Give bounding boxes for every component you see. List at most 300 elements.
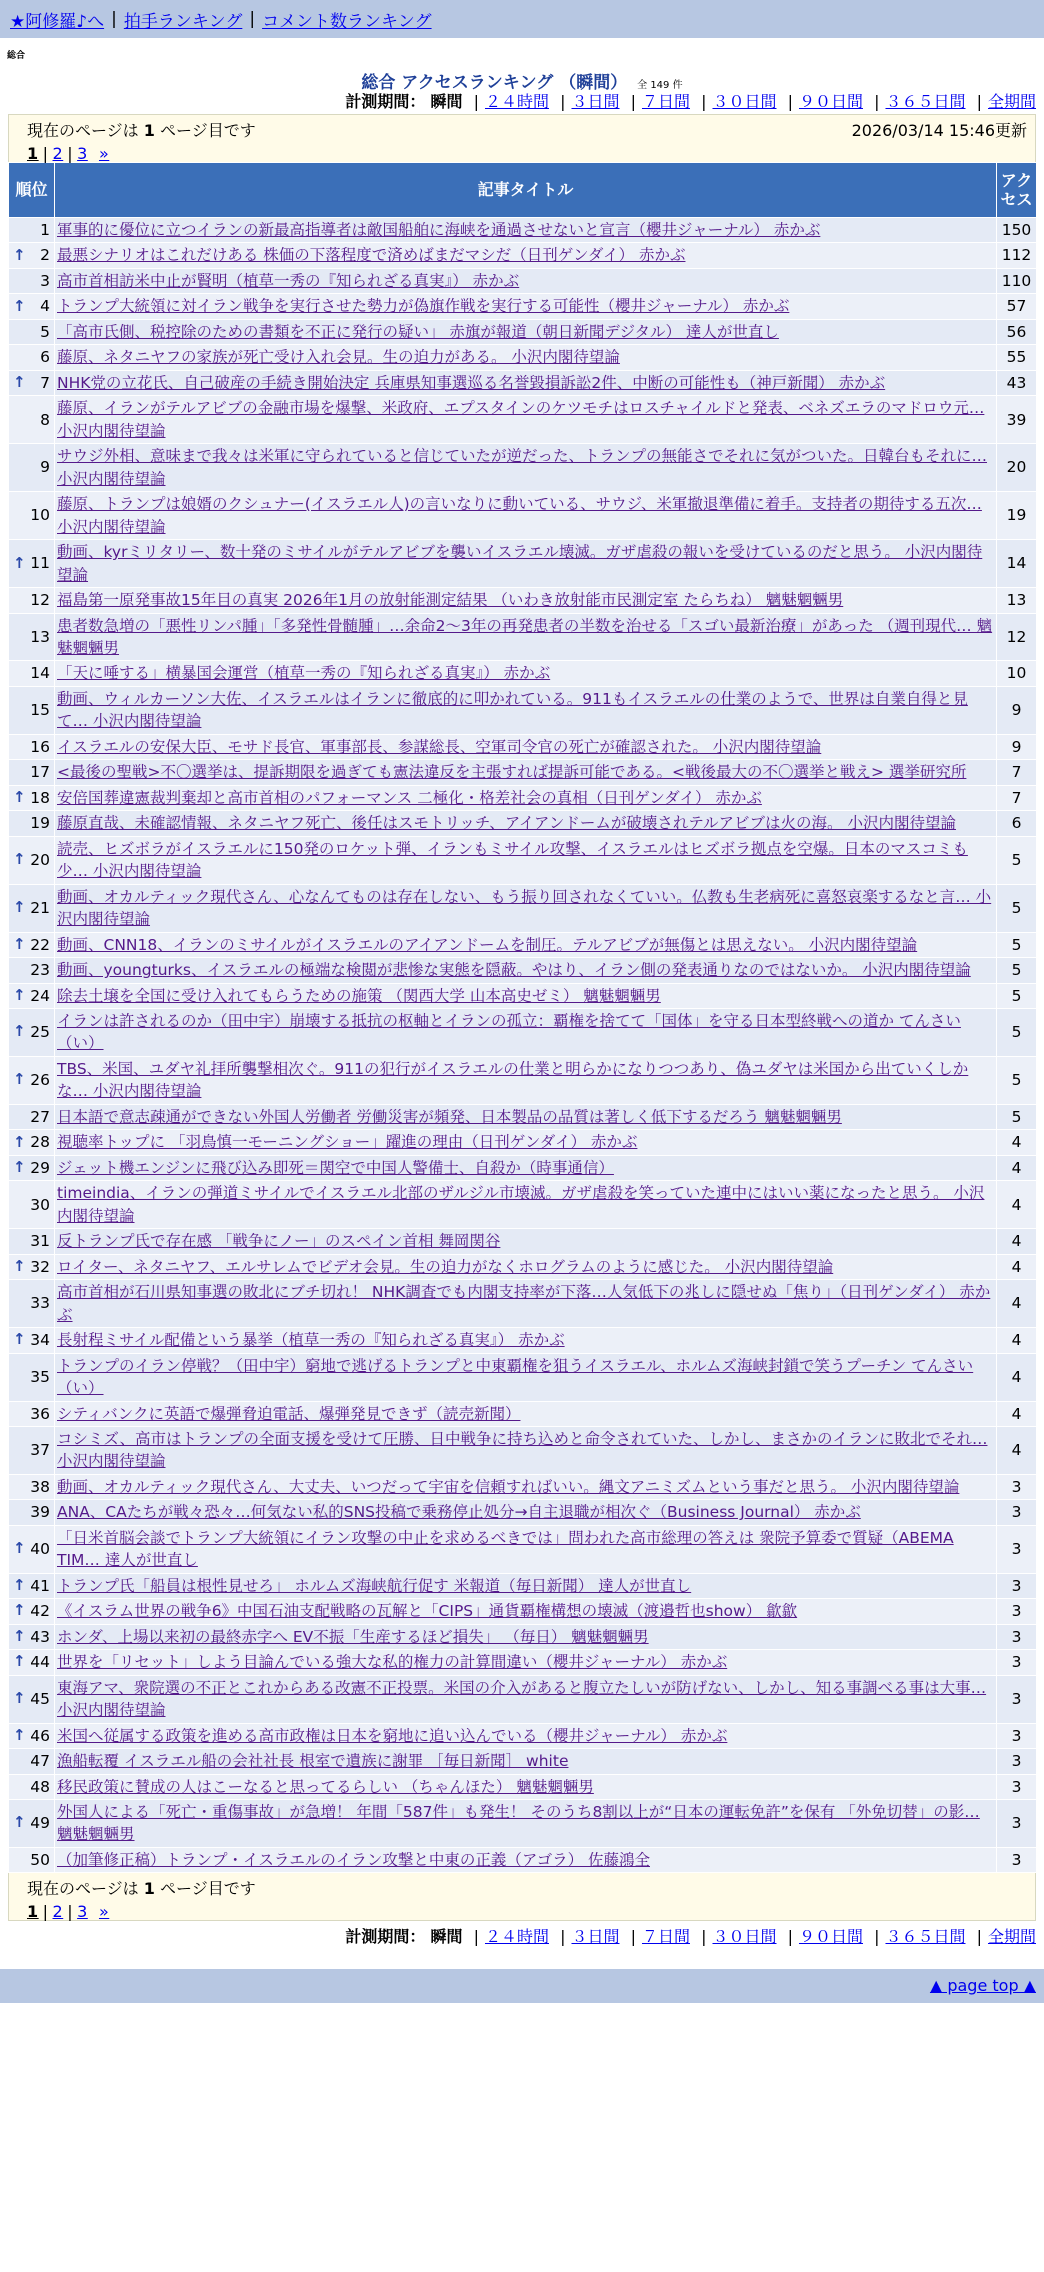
rank-number: 43 (30, 1627, 50, 1646)
rank-number: 13 (30, 627, 50, 646)
up-arrow-icon: ↑ (13, 1725, 26, 1744)
page-link-3[interactable]: 3 (77, 1902, 88, 1922)
article-title-link[interactable]: 「高市氏側、税控除のための書類を不正に発行の疑い」 赤旗が報道（朝日新聞デジタル） 達人が世直し (57, 322, 779, 341)
access-count: 4 (997, 1401, 1037, 1426)
title-cell (55, 983, 997, 1008)
period-link-365d[interactable]: ３６５日間 (885, 92, 966, 111)
up-arrow-icon: ↑ (13, 934, 26, 953)
article-title-link[interactable]: timeindia、イランの弾道ミサイルでイスラエル北部のザルジル市壊滅。ガザ虐殺を笑っていた連中にはいい薬になったと思う。 小沢内閣待望論 (57, 1184, 985, 1225)
table-row (9, 1009, 1037, 1057)
rank-number: 3 (40, 271, 50, 290)
article-title-link[interactable]: 動画、オカルティック現代さん、大丈夫、いつだって宇宙を信頼すればいい。縄文アニミズムという事だと思う。 小沢内閣待望論 (57, 1477, 960, 1496)
table-row (9, 760, 1037, 785)
rank-cell (9, 345, 55, 370)
article-title-link[interactable]: 福島第一原発事故15年目の真実 2026年1月の放射能測定結果 （いわき放射能市民測定室 たらちね） 魑魅魍魎男 (57, 591, 844, 610)
rank-cell (9, 1104, 55, 1129)
title-cell (55, 1624, 997, 1649)
rank-number: 18 (30, 788, 50, 807)
access-count: 10 (997, 661, 1037, 686)
access-count: 150 (997, 218, 1037, 243)
rank-cell (9, 760, 55, 785)
period-link-365d[interactable]: ３６５日間 (885, 1927, 966, 1947)
table-row (9, 661, 1037, 686)
rank-number: 27 (30, 1107, 50, 1126)
rank-number: 25 (30, 1023, 50, 1042)
category-label: 総合 (7, 51, 26, 61)
rank-number: 31 (30, 1232, 50, 1251)
rank-cell (9, 1056, 55, 1104)
page-links-bottom: 1 | 2 | 3 » (27, 1902, 110, 1922)
title-cell (55, 370, 997, 395)
access-count: 56 (997, 319, 1037, 344)
title-cell (55, 396, 997, 444)
title-cell (55, 1229, 997, 1254)
up-arrow-icon: ↑ (13, 245, 26, 264)
table-row (9, 958, 1037, 983)
access-count: 4 (997, 1328, 1037, 1353)
article-title-link[interactable]: 米国へ従属する政策を進める高市政権は日本を窮地に追い込んでいる（櫻井ジャーナル） 赤かぶ (57, 1726, 728, 1745)
title-cell (55, 1254, 997, 1279)
rank-number: 35 (30, 1367, 50, 1386)
article-title-link[interactable]: 患者数急増の「悪性リンパ腫」「多発性骨髄腫」…余命2～3年の再発患者の半数を治せる「スゴい最新治療」があった （週刊現代… 魑魅魍魎男 (57, 616, 993, 657)
up-arrow-icon: ↑ (13, 898, 26, 917)
access-count: 9 (997, 686, 1037, 734)
rank-number: 36 (30, 1404, 50, 1423)
rank-cell (9, 1353, 55, 1401)
table-row (9, 1573, 1037, 1598)
title-cell (55, 444, 997, 492)
access-count: 4 (997, 1181, 1037, 1229)
title-cell (55, 319, 997, 344)
rank-cell (9, 1624, 55, 1649)
article-title-link[interactable]: 漁船転覆 イスラエル船の会社社長 根室で遺族に謝罪 ［毎日新聞］ white (57, 1752, 569, 1771)
period-link-24h[interactable]: ２４時間 (484, 92, 549, 111)
article-title-link[interactable]: ホンダ、上場以来初の最終赤字へ EV不振「生産するほど損失」 （毎日） 魑魅魍魎男 (57, 1627, 649, 1646)
table-row (9, 1847, 1037, 1872)
title-cell (55, 1009, 997, 1057)
title-cell (55, 1353, 997, 1401)
up-arrow-icon: ↑ (13, 850, 26, 869)
period-link-30d[interactable]: ３０日間 (712, 92, 777, 111)
rank-cell (9, 958, 55, 983)
period-link-7d[interactable]: ７日間 (641, 1927, 690, 1947)
rank-cell (9, 1500, 55, 1525)
article-title-link[interactable]: 《イスラム世界の戦争6》中国石油支配戦略の瓦解と「CIPS」通貨覇権構想の壊滅（渡邉哲也show） 歙歙 (57, 1602, 798, 1621)
rank-number: 39 (30, 1503, 50, 1522)
access-count: 5 (997, 836, 1037, 884)
article-title-link[interactable]: TBS、米国、ユダヤ礼拝所襲撃相次ぐ。911の犯行がイスラエルの仕業と明らかになりつつあり、偽ユダヤは米国から出ていくしかな… 小沢内閣待望論 (57, 1059, 969, 1101)
clap-ranking-link[interactable]: 拍手ランキング (123, 11, 243, 32)
title-cell (55, 1155, 997, 1180)
article-title-link[interactable]: ロイター、ネタニヤフ、エルサレムでビデオ会見。生の迫力がなくホログラムのように感じた。 小沢内閣待望論 (57, 1257, 834, 1276)
rank-cell (9, 811, 55, 836)
title-cell (55, 1426, 997, 1474)
access-count: 3 (997, 1474, 1037, 1499)
article-title-link[interactable]: 世界を「リセット」しよう目論んでいる強大な私的権力の計算間違い（櫻井ジャーナル） 赤かぶ (57, 1653, 728, 1672)
title-cell (55, 1800, 997, 1848)
article-title-link[interactable]: 「日米首脳会談でトランプ大統領にイラン攻撃の中止を求めるべきでは」問われた高市総理の答えは 衆院予算委で質疑（ABEMA TIM… 達人が世直し (57, 1528, 954, 1570)
rank-number: 9 (40, 458, 50, 477)
access-count: 20 (997, 444, 1037, 492)
table-header-row (9, 163, 1037, 218)
article-title-link[interactable]: 視聴率トップに 「羽鳥慎一モーニングショー」躍進の理由（日刊ゲンダイ） 赤かぶ (57, 1133, 638, 1152)
rank-cell (9, 319, 55, 344)
page-next-link[interactable]: » (98, 1902, 110, 1922)
access-count: 13 (997, 588, 1037, 613)
access-count: 12 (997, 613, 1037, 661)
up-arrow-icon: ↑ (13, 1576, 26, 1595)
article-title-link[interactable]: トランプ大統領に対イラン戦争を実行させた勢力が偽旗作戦を実行する可能性（櫻井ジャーナル） 赤かぶ (57, 297, 790, 316)
article-title-link[interactable]: シティバンクに英語で爆弾脅迫電話、爆弾発見できず（読売新聞） (57, 1404, 521, 1423)
up-arrow-icon: ↑ (13, 296, 26, 315)
rank-cell (9, 1749, 55, 1774)
access-count: 9 (997, 734, 1037, 759)
table-row (9, 1181, 1037, 1229)
title-cell (55, 1474, 997, 1499)
article-title-link[interactable]: 藤原、イランがテルアビブの金融市場を爆撃、米政府、エプスタインのケツモチはロスチャイルドと発表、ベネズエラのマドロウ元… 小沢内閣待望論 (57, 399, 985, 440)
access-count: 3 (997, 1500, 1037, 1525)
page-top-link[interactable]: ▲ page top ▲ (929, 1976, 1036, 1996)
title-cell (55, 1723, 997, 1748)
table-row (9, 811, 1037, 836)
rank-cell (9, 540, 55, 588)
rank-cell (9, 1650, 55, 1675)
table-row (9, 1328, 1037, 1353)
access-count: 14 (997, 540, 1037, 588)
up-arrow-icon: ↑ (13, 788, 26, 807)
rank-cell (9, 1401, 55, 1426)
table-row (9, 686, 1037, 734)
page-link-2[interactable]: 2 (52, 1902, 64, 1922)
total-count: 全 149 件 (637, 80, 683, 91)
rank-number: 38 (30, 1477, 50, 1496)
up-arrow-icon: ↑ (13, 1652, 26, 1671)
rank-cell (9, 884, 55, 932)
rank-cell (9, 1254, 55, 1279)
access-count: 4 (997, 1254, 1037, 1279)
period-link-all[interactable]: 全期間 (987, 92, 1036, 111)
rank-number: 45 (30, 1689, 50, 1708)
article-title-link[interactable]: コシミズ、高市はトランプの全面支援を受けて圧勝、日中戦争に持ち込めと命令されていた、しかし、まさかのイランに敗北でそれ… 小沢内閣待望論 (57, 1429, 988, 1471)
period-link-7d[interactable]: ７日間 (641, 92, 690, 111)
period-link-30d[interactable]: ３０日間 (712, 1927, 777, 1947)
table-row (9, 932, 1037, 957)
period-label: 計測期間： (345, 1927, 426, 1947)
page-current: 1 (27, 1902, 39, 1922)
period-link-all[interactable]: 全期間 (987, 1927, 1036, 1947)
period-link-90d[interactable]: ９０日間 (798, 1927, 863, 1947)
rank-number: 37 (30, 1441, 50, 1460)
article-title-link[interactable]: イランは許されるのか（田中宇）崩壊する抵抗の枢軸とイランの孤立：覇権を捨てて「国体」を守る日本型終戦への道か てんさい（い） (57, 1012, 961, 1053)
rank-number: 12 (30, 591, 50, 610)
table-row (9, 884, 1037, 932)
article-title-link[interactable]: 「天に唾する」横暴国会運営（植草一秀の『知られざる真実』） 赤かぶ (57, 664, 551, 683)
article-title-link[interactable]: 除去土壌を全国に受け入れてもらうための施策 （関西大学 山本高史ゼミ） 魑魅魍魎男 (57, 986, 661, 1005)
up-arrow-icon: ↑ (13, 1539, 26, 1558)
rank-number: 5 (40, 322, 50, 341)
title-cell (55, 1847, 997, 1872)
page-title (0, 68, 1044, 93)
rank-cell (9, 1280, 55, 1328)
pager-suffix: ページ目です (154, 121, 256, 140)
rank-number: 15 (30, 701, 50, 720)
access-count: 55 (997, 345, 1037, 370)
access-count: 43 (997, 370, 1037, 395)
table-row (9, 613, 1037, 661)
rank-cell (9, 1009, 55, 1057)
access-count: 3 (997, 1650, 1037, 1675)
rank-number: 16 (30, 737, 50, 756)
title-cell (55, 1525, 997, 1573)
table-row (9, 1401, 1037, 1426)
page-next-link[interactable]: » (98, 144, 110, 163)
rank-number: 21 (30, 898, 50, 917)
article-title-link[interactable]: 安倍国葬違憲裁判棄却と高市首相のパフォーマンス 二極化・格差社会の真相（日刊ゲンダイ） 赤かぶ (57, 788, 762, 807)
access-count: 7 (997, 785, 1037, 810)
ranking-rows (9, 218, 1037, 1873)
rank-cell (9, 1155, 55, 1180)
table-row (9, 588, 1037, 613)
up-arrow-icon: ↑ (13, 1158, 26, 1177)
rank-cell (9, 218, 55, 243)
rank-number: 28 (30, 1133, 50, 1152)
article-title-link[interactable]: ANA、CAたちが戦々恐々…何気ない私的SNS投稿で乗務停止処分→自主退職が相次ぐ（Business Journal） 赤かぶ (57, 1503, 861, 1522)
title-cell (55, 760, 997, 785)
pager-bottom (8, 1873, 1036, 1921)
access-count: 4 (997, 1155, 1037, 1180)
title-cell (55, 836, 997, 884)
title-cell (55, 588, 997, 613)
rank-cell (9, 1599, 55, 1624)
article-title-link[interactable]: 外国人による「死亡・重傷事故」が急増！ 年間「587件」も発生！ そのうち8割以上が“日本の運転免許”を保有 「外免切替」の影… 魑魅魍魎男 (57, 1803, 980, 1844)
period-current: 瞬間 (430, 1927, 463, 1947)
access-count: 5 (997, 958, 1037, 983)
rank-number: 8 (40, 410, 50, 429)
rank-cell (9, 1181, 55, 1229)
article-title-link[interactable]: （加筆修正稿）トランプ・イスラエルのイラン攻撃と中東の正義（アゴラ） 佐藤鴻全 (57, 1850, 650, 1869)
table-row (9, 1155, 1037, 1180)
title-cell (55, 218, 997, 243)
article-title-link[interactable]: サウジ外相、意味まで我々は米軍に守られていると信じていたが逆だった、トランプの無能さでそれに気がついた。日韓台もそれに… 小沢内閣待望論 (57, 447, 988, 488)
home-link[interactable]: ★阿修羅♪へ (10, 11, 105, 32)
title-cell (55, 1599, 997, 1624)
article-title-link[interactable]: 長射程ミサイル配備という暴挙（植草一秀の『知られざる真実』） 赤かぶ (57, 1331, 565, 1350)
rank-number: 46 (30, 1726, 50, 1745)
rank-number: 1 (40, 221, 50, 239)
article-title-link[interactable]: NHK党の立花氏、自己破産の手続き開始決定 兵庫県知事選巡る名誉毀損訴訟2件、中断の可能性も（神戸新聞） 赤かぶ (57, 373, 886, 392)
pager-current-number: 1 (143, 121, 155, 140)
article-title-link[interactable]: ジェット機エンジンに飛び込み即死＝関空で中国人警備士、自殺か（時事通信） (57, 1158, 614, 1177)
access-count: 112 (997, 243, 1037, 268)
article-title-link[interactable]: 移民政策に賛成の人はこーなると思ってるらしい （ちゃんほた） 魑魅魍魎男 (57, 1777, 594, 1796)
rank-number: 47 (30, 1752, 50, 1771)
period-current: 瞬間 (430, 92, 463, 111)
title-cell (55, 932, 997, 957)
article-title-link[interactable]: 軍事的に優位に立つイランの新最高指導者は敵国船舶に海峡を通過させないと宣言（櫻井ジャーナル） 赤かぶ (57, 221, 821, 239)
rank-number: 22 (30, 935, 50, 954)
rank-cell (9, 836, 55, 884)
rank-cell (9, 1229, 55, 1254)
title-cell (55, 1650, 997, 1675)
article-title-link[interactable]: トランプ氏「船員は根性見せろ」 ホルムズ海峡航行促す 米報道（毎日新聞） 達人が世直し (57, 1576, 692, 1595)
article-title-link[interactable]: 藤原、トランプは娘婿のクシュナー(イスラエル人)の言いなりに動いている、サウジ、米軍撤退準備に着手。支持者の期待する五次… 小沢内閣待望論 (57, 495, 982, 536)
rank-cell (9, 983, 55, 1008)
article-title-link[interactable]: <最後の聖戦>不〇選挙は、提訴期限を過ぎても憲法違反を主張すれば提訴可能である。<戦後最大の不〇選挙と戦え> 選挙研究所 (57, 763, 967, 782)
table-row (9, 1800, 1037, 1848)
article-title-link[interactable]: 藤原、ネタニヤフの家族が死亡受け入れ会見。生の迫力がある。 小沢内閣待望論 (57, 348, 620, 367)
rank-number: 29 (30, 1158, 50, 1177)
access-count: 39 (997, 396, 1037, 444)
rank-number: 23 (30, 961, 50, 980)
page-current: 1 (27, 144, 39, 163)
title-cell (55, 1401, 997, 1426)
table-row (9, 1624, 1037, 1649)
rank-cell (9, 444, 55, 492)
nav-separator: | (111, 9, 117, 29)
table-row (9, 734, 1037, 759)
period-link-3d[interactable]: ３日間 (571, 1927, 620, 1947)
article-title-link[interactable]: 動画、kyrミリタリー、数十発のミサイルがテルアビブを襲いイスラエル壊滅。ガザ虐殺の報いを受けているのだと思う。 小沢内閣待望論 (57, 543, 983, 584)
title-cell (55, 540, 997, 588)
access-count: 4 (997, 1229, 1037, 1254)
access-count: 3 (997, 1599, 1037, 1624)
table-row (9, 444, 1037, 492)
access-count: 57 (997, 294, 1037, 319)
rank-number: 17 (30, 763, 50, 782)
title-cell (55, 1104, 997, 1129)
rank-number: 33 (30, 1294, 50, 1313)
footer-bar (0, 1969, 1044, 2003)
access-count: 4 (997, 1130, 1037, 1155)
title-cell (55, 1328, 997, 1353)
up-arrow-icon: ↑ (13, 1689, 26, 1708)
article-title-link[interactable]: 動画、CNN18、イランのミサイルがイスラエルのアイアンドームを制圧。テルアビブが無傷とは思えない。 小沢内閣待望論 (57, 935, 918, 954)
title-cell (55, 1774, 997, 1799)
table-row (9, 1056, 1037, 1104)
rank-number: 42 (30, 1602, 50, 1621)
rank-number: 26 (30, 1071, 50, 1090)
period-link-90d[interactable]: ９０日間 (798, 92, 863, 111)
comment-ranking-link[interactable]: コメント数ランキング (262, 11, 432, 32)
access-column-header: アクセス (997, 163, 1037, 218)
article-title-link[interactable]: 動画、youngturks、イスラエルの極端な検閲が悲惨な実態を隠蔽。やはり、イラン側の発表通りなのではないか。 小沢内閣待望論 (57, 961, 971, 980)
current-page-info-bottom (27, 1876, 1025, 1899)
access-count: 4 (997, 1353, 1037, 1401)
title-cell (55, 734, 997, 759)
table-row (9, 1599, 1037, 1624)
article-title-link[interactable]: 日本語で意志疎通ができない外国人労働者 労働災害が頻発、日本製品の品質は著しく低下するだろう 魑魅魍魎男 (57, 1107, 842, 1126)
title-cell (55, 345, 997, 370)
rank-number: 14 (30, 664, 50, 683)
article-title-link[interactable]: 高市首相が石川県知事選の敗北にブチ切れ！ NHK調査でも内閣支持率が下落…人気低下の兆しに隠せぬ「焦り」（日刊ゲンダイ） 赤かぶ (57, 1283, 991, 1324)
title-cell (55, 268, 997, 293)
table-row (9, 1229, 1037, 1254)
title-cell (55, 243, 997, 268)
rank-cell (9, 1426, 55, 1474)
article-title-link[interactable]: イスラエルの安保大臣、モサド長官、軍事部長、参謀総長、空軍司令官の死亡が確認された。 小沢内閣待望論 (57, 737, 822, 756)
period-link-3d[interactable]: ３日間 (571, 92, 620, 111)
rank-cell (9, 1723, 55, 1748)
access-count: 7 (997, 760, 1037, 785)
page-title-text: 総合 アクセスランキング （瞬間） (361, 73, 628, 93)
up-arrow-icon: ↑ (13, 1022, 26, 1041)
title-cell (55, 613, 997, 661)
access-count: 5 (997, 1009, 1037, 1057)
updated-timestamp: 2026/03/14 15:46更新 (851, 121, 1027, 140)
article-title-link[interactable]: 動画、ウィルカーソン大佐、イスラエルはイランに徹底的に叩かれている。911もイスラエルの仕業のようで、世界は自業自得と見て… 小沢内閣待望論 (57, 689, 968, 731)
table-row (9, 492, 1037, 540)
table-row (9, 1650, 1037, 1675)
up-arrow-icon: ↑ (13, 1601, 26, 1620)
rank-cell (9, 661, 55, 686)
title-cell (55, 492, 997, 540)
table-row (9, 294, 1037, 319)
rank-cell (9, 734, 55, 759)
rank-number: 50 (30, 1850, 50, 1869)
page-link-3[interactable]: 3 (77, 144, 88, 163)
table-row (9, 1749, 1037, 1774)
article-title-link[interactable]: トランプのイラン停戦？（田中宇）窮地で逃げるトランプと中東覇権を狙うイスラエル、ホルムズ海峡封鎖で笑うプーチン てんさい（い） (57, 1356, 974, 1398)
title-cell (55, 1056, 997, 1104)
access-count: 3 (997, 1675, 1037, 1723)
title-cell (55, 661, 997, 686)
rank-cell (9, 243, 55, 268)
title-cell (55, 1181, 997, 1229)
title-cell (55, 884, 997, 932)
title-cell (55, 294, 997, 319)
rank-number: 32 (30, 1257, 50, 1276)
up-arrow-icon: ↑ (13, 373, 26, 392)
page-link-2[interactable]: 2 (52, 144, 64, 163)
rank-number: 20 (30, 850, 50, 869)
page-links: 1 | 2 | 3 » (27, 144, 110, 163)
table-row (9, 218, 1037, 243)
rank-number: 2 (40, 246, 50, 265)
access-count: 4 (997, 1426, 1037, 1474)
access-count: 6 (997, 811, 1037, 836)
rank-number: 10 (30, 506, 50, 525)
article-title-link[interactable]: 藤原直哉、未確認情報、ネタニヤフ死亡、後任はスモトリッチ、アイアンドームが破壊されテルアビブは火の海。 小沢内閣待望論 (57, 814, 956, 833)
table-row (9, 1353, 1037, 1401)
rank-column-header: 順位 (9, 163, 55, 218)
rank-cell (9, 370, 55, 395)
access-count: 5 (997, 1056, 1037, 1104)
rank-cell (9, 396, 55, 444)
article-title-link[interactable]: 読売、ヒズボラがイスラエルに150発のロケット弾、イランもミサイル攻撃、イスラエルはヒズボラ拠点を空爆。日本のマスコミも少… 小沢内閣待望論 (57, 839, 968, 881)
up-arrow-icon: ↑ (13, 1330, 26, 1349)
article-title-link[interactable]: 動画、オカルティック現代さん、心なんてものは存在しない、もう振り回されなくていい。仏教も生老病死に喜怒哀楽するなと言… 小沢内閣待望論 (57, 887, 992, 929)
rank-number: 24 (30, 986, 50, 1005)
article-title-link[interactable]: 反トランプ氏で存在感 「戦争にノー」のスペイン首相 舞岡関谷 (57, 1232, 501, 1251)
article-title-link[interactable]: 最悪シナリオはこれだけある 株価の下落程度で済めばまだマシだ（日刊ゲンダイ） 赤かぶ (57, 246, 686, 265)
rank-number: 30 (30, 1195, 50, 1214)
title-cell (55, 958, 997, 983)
rank-number: 11 (30, 554, 50, 573)
up-arrow-icon: ↑ (13, 1813, 26, 1832)
access-count: 3 (997, 1525, 1037, 1573)
rank-number: 6 (40, 348, 50, 367)
access-count: 5 (997, 983, 1037, 1008)
title-cell (55, 1500, 997, 1525)
article-title-link[interactable]: 東海アマ、衆院選の不正とこれからある改憲不正投票。米国の介入があると腹立たしいが防げない、しかし、知る事調べる事は大事… 小沢内閣待望論 (57, 1678, 987, 1720)
period-link-24h[interactable]: ２４時間 (484, 1927, 549, 1947)
rank-number: 49 (30, 1814, 50, 1833)
access-count: 3 (997, 1573, 1037, 1598)
pager-suffix: ページ目です (154, 1879, 256, 1899)
table-row (9, 1723, 1037, 1748)
article-title-link[interactable]: 高市首相訪米中止が賢明（植草一秀の『知られざる真実』） 赤かぶ (57, 271, 520, 290)
title-cell (55, 1130, 997, 1155)
